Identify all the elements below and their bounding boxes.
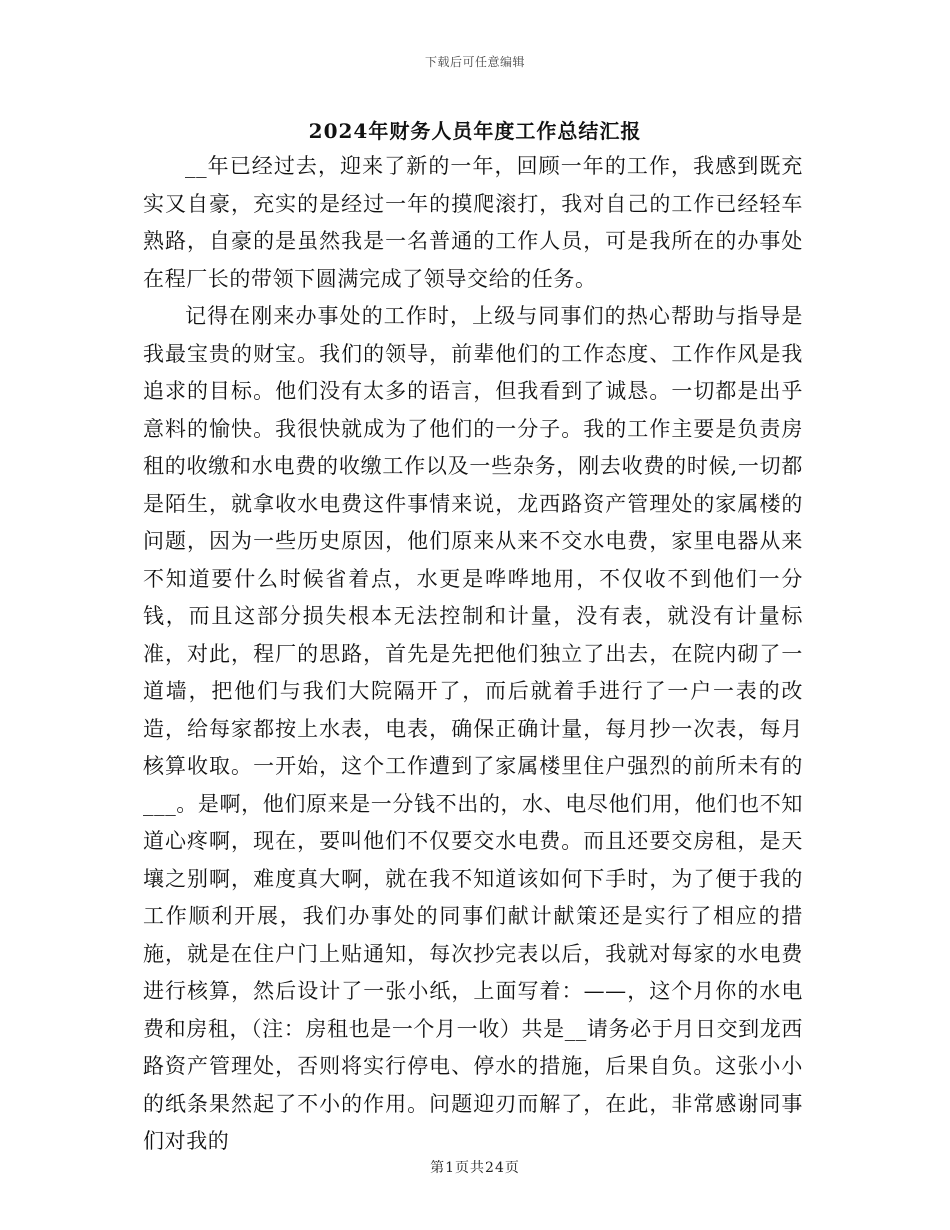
header-note: 下载后可任意编辑 [424, 55, 525, 69]
document-body [143, 148, 803, 1161]
document-title: 2024年财务人员年度工作总结汇报 [308, 119, 642, 143]
paragraph-1: __年已经过去，迎来了新的一年，回顾一年的工作，我感到既充实又自豪，充实的是经过一年的摸爬滚打，我对自己的工作已经轻车熟路，自豪的是虽然我是一名普通的工作人员，可是我所在的办事处在程厂长的带领下圆满完成了领导交给的任务。 [143, 154, 803, 291]
page-number: 第1页共24页 [430, 1160, 520, 1176]
paragraph-2: 记得在刚来办事处的工作时，上级与同事们的热心帮助与指导是我最宝贵的财宝。我们的领导，前辈他们的工作态度、工作作风是我追求的目标。他们没有太多的语言，但我看到了诚恳。一切都是出乎意料的愉快。我很快就成为了他们的一分子。我的工作主要是负责房租的收缴和水电费的收缴工作以及一些杂务，刚去收费的时候,一切都是陌生，就拿收水电费这件事情来说，龙西路资产管理处的家属楼的问题，因为一些历史原因，他们原来从来不交水电费，家里电器从来不知道要什么时候省着点，水更是哗哗地用，不仅收不到他们一分钱，而且这部分损失根本无法控制和计量，没有表，就没有计量标准，对此，程厂的思路，首先是先把他们独立了出去，在院内砌了一道墙，把他们与我们大院隔开了，而后就着手进行了一户一表的改造，给每家都按上水表，电表，确保正确计量，每月抄一次表，每月核算收取。一开始，这个工作遭到了家属楼里住户强烈的前所未有的___。是啊，他们原来是一分钱不出的，水、电尽他们用，他们也不知道心疼啊，现在，要叫他们不仅要交水电费。而且还要交房租，是天壤之别啊，难度真大啊，就在我不知道该如何下手时，为了便于我的工作顺利开展，我们办事处的同事们献计献策还是实行了相应的措施，就是在住户门上贴通知，每次抄完表以后，我就对每家的水电费进行核算，然后设计了一张小纸，上面写着：——，这个月你的水电费和房租，（注：房租也是一个月一收）共是__请务必于月日交到龙西路资产管理处，否则将实行停电、停水的措施，后果自负。这张小小的纸条果然起了不小的作用。问题迎刃而解了，在此，非常感谢同事们对我的 [143, 304, 803, 1153]
